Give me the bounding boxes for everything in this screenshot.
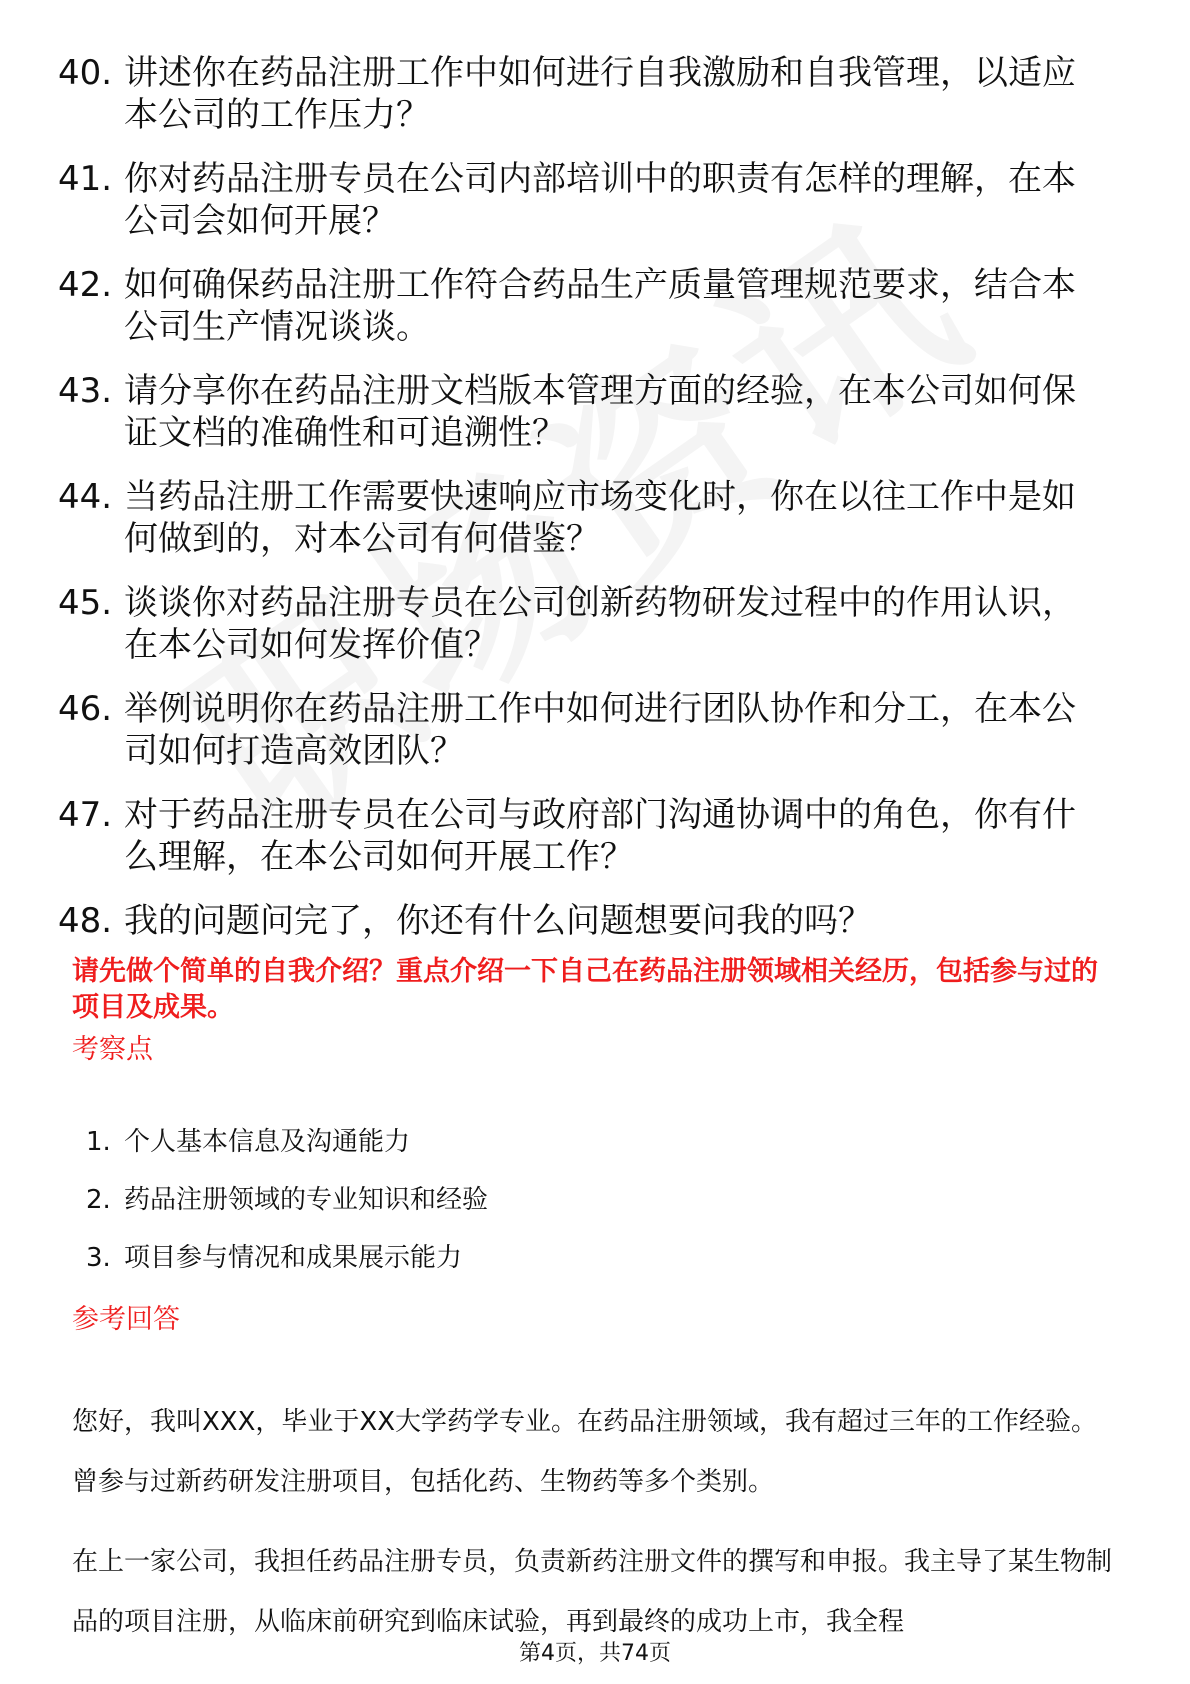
reference-paragraph: 在上一家公司，我担任药品注册专员，负责新药注册文件的撰写和申报。我主导了某生物制品的项目注册，从临床前研究到临床试验，再到最终的成功上市，我全程 [72,1547,1113,1637]
question-item [58,794,1108,878]
reference-heading: 参考回答 [72,1304,180,1335]
assessment-heading: 考察点 [72,1034,153,1065]
question-text: 讲述你在药品注册工作中如何进行自我激励和自我管理，以适应本公司的工作压力？ [124,53,1076,135]
featured-question: 请先做个简单的自我介绍？重点介绍一下自己在药品注册领域相关经历，包括参与过的项目及成果。 [72,956,1098,1023]
question-number: 47. [58,795,113,835]
assessment-points [86,1124,488,1298]
question-number: 42. [58,265,113,305]
question-item [58,900,1108,942]
point-number: 3. [86,1243,111,1273]
question-text: 当药品注册工作需要快速响应市场变化时，你在以往工作中是如何做到的，对本公司有何借鉴？ [124,477,1076,559]
assessment-point [86,1124,488,1160]
question-number: 41. [58,159,113,199]
question-item [58,688,1108,772]
question-text: 举例说明你在药品注册工作中如何进行团队协作和分工，在本公司如何打造高效团队？ [124,689,1076,771]
question-number: 43. [58,371,113,411]
question-number: 40. [58,53,113,93]
question-text: 谈谈你对药品注册专员在公司创新药物研发过程中的作用认识，在本公司如何发挥价值？ [124,583,1076,665]
question-text: 我的问题问完了，你还有什么问题想要问我的吗？ [124,901,872,941]
question-list [58,52,1108,964]
point-number: 1. [86,1127,111,1157]
question-text: 请分享你在药品注册文档版本管理方面的经验，在本公司如何保证文档的准确性和可追溯性？ [124,371,1076,453]
assessment-point [86,1240,488,1276]
question-item [58,370,1108,454]
question-number: 45. [58,583,113,623]
question-text: 对于药品注册专员在公司与政府部门沟通协调中的角色，你有什么理解，在本公司如何开展工作？ [124,795,1076,877]
assessment-point [86,1182,488,1218]
point-text: 项目参与情况和成果展示能力 [124,1243,463,1273]
question-item [58,52,1108,136]
question-item [58,158,1108,242]
page-number: 第4页，共74页 [519,1641,671,1666]
question-number: 48. [58,901,113,941]
question-item [58,476,1108,560]
question-number: 46. [58,689,113,729]
question-number: 44. [58,477,113,517]
question-item [58,582,1108,666]
question-text: 你对药品注册专员在公司内部培训中的职责有怎样的理解，在本公司会如何开展？ [124,159,1076,241]
point-text: 药品注册领域的专业知识和经验 [124,1185,489,1215]
point-number: 2. [86,1185,111,1215]
question-text: 如何确保药品注册工作符合药品生产质量管理规范要求，结合本公司生产情况谈谈。 [124,265,1076,347]
reference-paragraph: 您好，我叫XXX，毕业于XX大学药学专业。在药品注册领域，我有超过三年的工作经验。曾参与过新药研发注册项目，包括化药、生物药等多个类别。 [72,1407,1098,1497]
point-text: 个人基本信息及沟通能力 [124,1127,411,1157]
question-item [58,264,1108,348]
